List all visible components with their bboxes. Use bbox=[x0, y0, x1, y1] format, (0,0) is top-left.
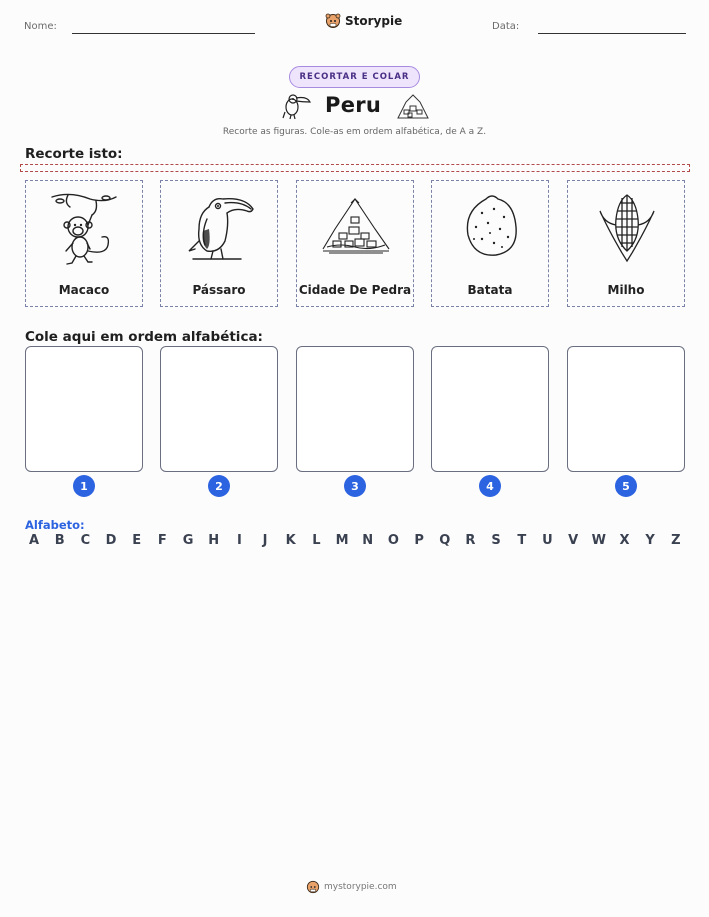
alphabet-letter: X bbox=[619, 533, 630, 548]
alphabet-letter: G bbox=[182, 533, 194, 548]
card-label: Cidade De Pedra bbox=[298, 283, 412, 297]
alphabet-letter: F bbox=[157, 533, 167, 548]
cut-section-heading: Recorte isto: bbox=[25, 146, 123, 162]
cut-card-cidade-de-pedra[interactable] bbox=[296, 180, 414, 307]
order-number-badge: 2 bbox=[208, 475, 230, 497]
alphabet-letter: O bbox=[387, 533, 399, 548]
paste-box-2[interactable] bbox=[160, 346, 278, 472]
potato-icon bbox=[456, 189, 526, 267]
order-number-badge: 1 bbox=[73, 475, 95, 497]
stone-city-icon bbox=[321, 189, 391, 267]
page-title: Peru bbox=[325, 93, 382, 117]
alphabet-letter: H bbox=[208, 533, 220, 548]
alphabet-row bbox=[25, 533, 685, 548]
paste-box-5[interactable] bbox=[567, 346, 685, 472]
card-label: Macaco bbox=[58, 283, 110, 297]
name-line[interactable] bbox=[72, 33, 255, 34]
date-line[interactable] bbox=[538, 33, 686, 34]
paste-box-4[interactable] bbox=[431, 346, 549, 472]
alphabet-letter: Z bbox=[671, 533, 681, 548]
cut-card-passaro[interactable] bbox=[160, 180, 278, 307]
alphabet-heading: Alfabeto: bbox=[25, 518, 85, 532]
order-number-badge: 4 bbox=[479, 475, 501, 497]
alphabet-letter: R bbox=[465, 533, 476, 548]
alphabet-letter: J bbox=[262, 533, 268, 548]
footer-url[interactable]: mystorypie.com bbox=[324, 882, 397, 892]
stone-city-small-icon bbox=[396, 92, 430, 120]
alphabet-letter: B bbox=[54, 533, 65, 548]
alphabet-letter: Y bbox=[645, 533, 655, 548]
alphabet-letter: L bbox=[312, 533, 321, 548]
card-label: Milho bbox=[607, 283, 645, 297]
alphabet-letter: P bbox=[414, 533, 424, 548]
brand-logo bbox=[325, 13, 402, 29]
alphabet-letter: U bbox=[542, 533, 553, 548]
cut-line bbox=[20, 164, 690, 172]
alphabet-letter: D bbox=[105, 533, 117, 548]
toucan-small-icon bbox=[281, 90, 313, 120]
alphabet-letter: E bbox=[132, 533, 142, 548]
alphabet-letter: C bbox=[80, 533, 91, 548]
cut-card-macaco[interactable] bbox=[25, 180, 143, 307]
instructions: Recorte as figuras. Cole-as em ordem alfabética, de A a Z. bbox=[222, 127, 487, 137]
footer bbox=[306, 880, 397, 894]
activity-badge: RECORTAR E COLAR bbox=[289, 66, 420, 88]
brand-name: Storypie bbox=[345, 14, 403, 28]
cut-card-batata[interactable] bbox=[431, 180, 549, 307]
storypie-mascot-icon bbox=[306, 880, 320, 894]
cut-card-milho[interactable] bbox=[567, 180, 685, 307]
paste-section-heading: Cole aqui em ordem alfabética: bbox=[25, 329, 263, 345]
alphabet-letter: S bbox=[491, 533, 501, 548]
order-number-badge: 5 bbox=[615, 475, 637, 497]
alphabet-letter: W bbox=[591, 533, 606, 548]
toucan-icon bbox=[185, 189, 255, 267]
date-label: Data: bbox=[492, 21, 520, 32]
order-number-badge: 3 bbox=[344, 475, 366, 497]
alphabet-letter: I bbox=[236, 533, 242, 548]
alphabet-letter: N bbox=[362, 533, 374, 548]
storypie-mascot-icon bbox=[325, 13, 341, 29]
card-label: Batata bbox=[467, 283, 513, 297]
corn-icon bbox=[592, 189, 662, 267]
alphabet-letter: A bbox=[28, 533, 40, 548]
alphabet-letter: K bbox=[285, 533, 296, 548]
alphabet-letter: T bbox=[517, 533, 527, 548]
alphabet-letter: V bbox=[568, 533, 579, 548]
alphabet-letter: M bbox=[335, 533, 349, 548]
paste-box-3[interactable] bbox=[296, 346, 414, 472]
name-label: Nome: bbox=[24, 21, 57, 32]
alphabet-letter: Q bbox=[439, 533, 451, 548]
paste-box-1[interactable] bbox=[25, 346, 143, 472]
monkey-icon bbox=[50, 189, 120, 267]
card-label: Pássaro bbox=[192, 283, 246, 297]
